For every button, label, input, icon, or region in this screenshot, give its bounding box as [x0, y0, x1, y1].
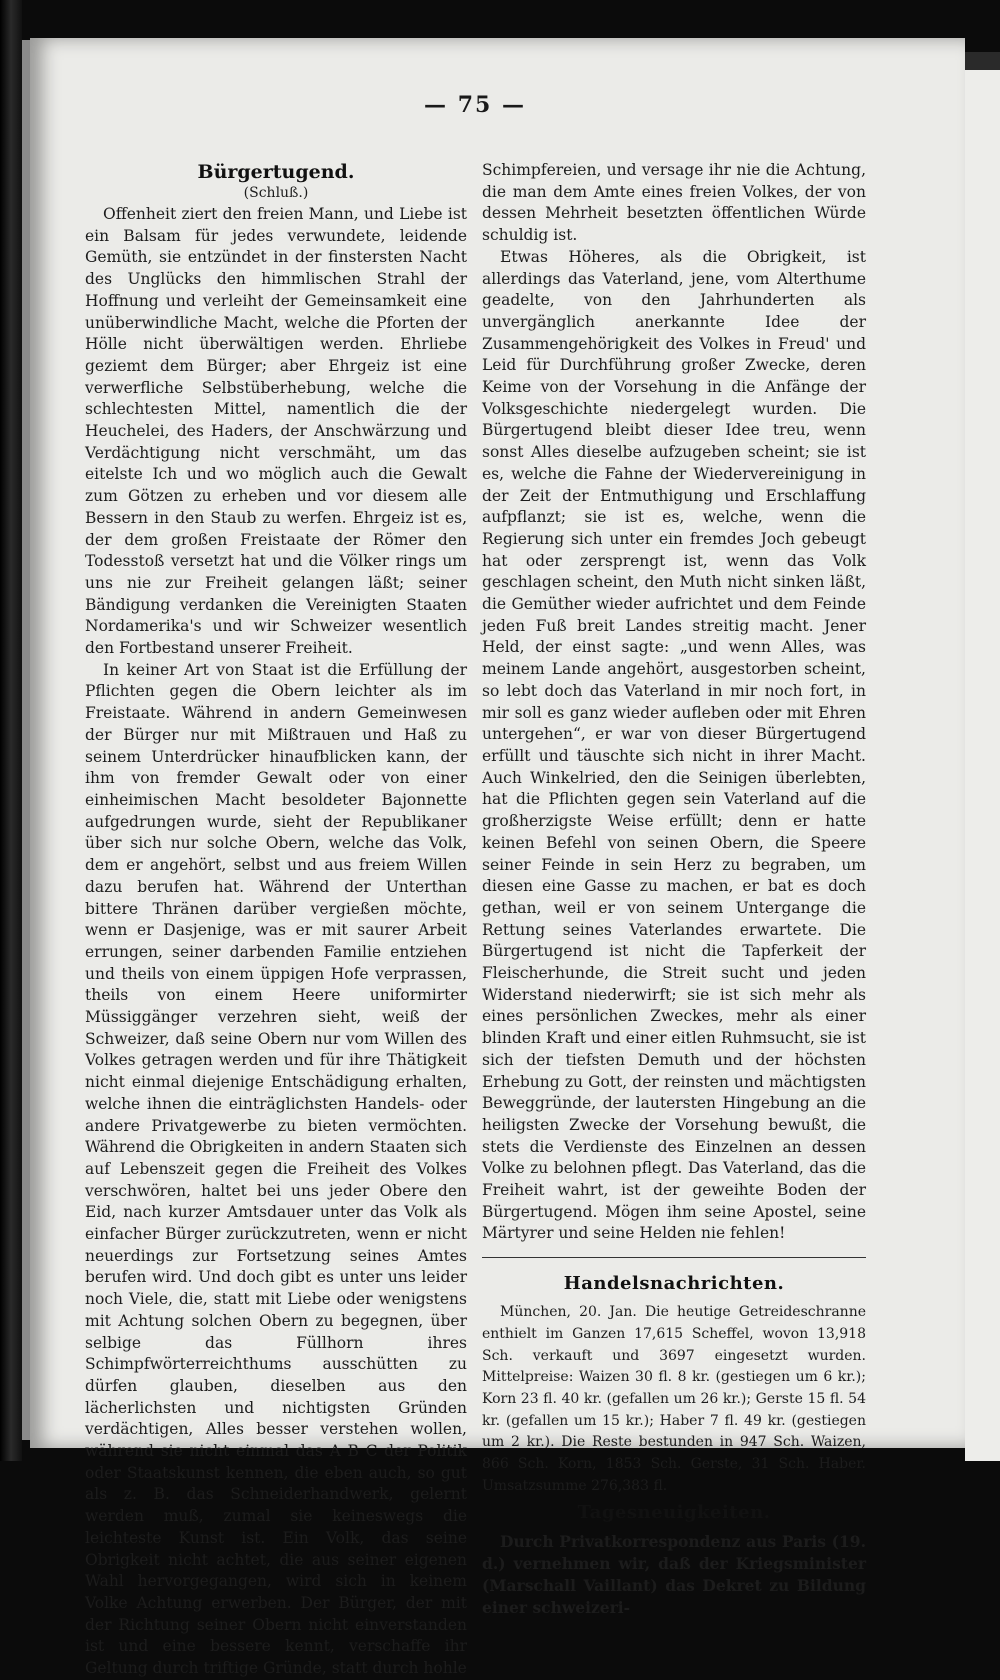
article-paragraph: Etwas Höheres, als die Obrigkeit, ist allerdings das Vaterland, jene, vom Alterthume geadelte, von den Jahrhunderten als unvergänglich anerkannte Idee der Zusammengehörigkeit des Volkes in Freud' und Leid für Durchführung großer Zwecke, deren Keime von der Vorsehung in die Anfänge der Volksgeschichte niedergelegt wurden. Die Bürgertugend bleibt dieser Idee treu, wenn sonst Alles dieselbe aufzugeben scheint; sie ist es, welche die Fahne der Wiedervereinigung in der Zeit der Entmuthigung und Erschlaffung aufpflanzt; sie ist es, welche, wenn die Regierung sich unter ein fremdes Joch gebeugt hat oder zersprengt ist, wenn das Volk geschlagen scheint, den Muth nicht sinken läßt, die Gemüther wieder aufrichtet und dem Feinde jeden Fuß breit Landes streitig macht. Jener Held, der einst sagte: „und wenn Alles, was meinem Lande angehört, ausgestorben scheint, so lebt doch das Vaterland in mir noch fort, in mir soll es ganz wieder aufleben oder mit Ehren untergehen“, er war von dieser Bürgertugend erfüllt und täuschte sich nicht in ihrer Macht. Auch Winkelried, den die Seinigen überlebten, hat die Pflichten gegen sein Vaterland auf die großherzigste Weise erfüllt; denn er hatte keinen Befehl von seinen Obern, die Speere seiner Feinde in sein Herz zu begraben, um diesen eine Gasse zu machen, er bat es doch gethan, weil er von seinem Untergange die Rettung seines Vaterlandes erwartete. Die Bürgertugend ist nicht die Tapferkeit der Fleischerhunde, die Streit sucht und jeden Widerstand niederwirft; sie ist sich mehr als eines persönlichen Zweckes, mehr als einer blinden Kraft und einer eitlen Ruhmsucht, sie ist sich der tiefsten Demuth und der höchsten Erhebung zu Gott, der reinsten und mächtigsten Beweggründe, der lautersten Hingebung an die heiligsten Zwecke der Vorsehung bewußt, die stets die Verdienste des Einzelnen an dessen Volke zu belohnen pflegt. Das Vaterland, das die Freiheit wahrt, ist der geweihte Boden der Bürgertugend. Mögen ihm seine Apostel, seine Märtyrer und seine Helden nie fehlen! — [482, 247, 866, 1243]
article-subtitle: (Schluß.) — [243, 185, 309, 201]
previous-page-edge — [22, 40, 30, 1440]
article-paragraph: Schimpfereien, und versage ihr nie die Achtung, die man dem Amte eines freien Volkes, der von dessen Mehrheit besetzten öffentlichen Würde schuldig ist. — [482, 161, 866, 245]
article-paragraph: In keiner Art von Staat ist die Erfüllung der Pflichten gegen die Obern leichter als im Freistaate. Während in andern Gemeinwesen der Bürger nur mit Mißtrauen und Haß zu seinem Unterdrücker hinaufblicken kann, der ihm von fremder Gewalt oder von einer einheimischen Macht besoldeter Bajonnette aufgedrungen wurde, sieht der Republikaner über sich nur solche Obern, welche das Volk, dem er angehört, selbst und aus freiem Willen dazu berufen hat. Während der Unterthan bittere Thränen darüber vergießen möchte, wenn er Dasjenige, was er mit saurer Arbeit errungen, seiner darbenden Familie entziehen und theils von einem üppigen Hofe verprassen, theils von einem Heere uniformirter Müssiggänger verzehren sieht, weiß der Schweizer, daß seine Obern nur vom Willen des Volkes getragen werden und für ihre Thätigkeit nicht einmal diejenige Entschädigung erhalten, welche ihnen die einträglichsten Handels- oder andere Privatgewerbe zu bieten vermöchten. Während die Obrigkeiten in andern Staaten sich auf Lebenszeit gegen die Freiheit des Volkes verschwören, haltet bei uns jeder Obere den Eid, nach kurzer Amtsdauer unter das Volk als einfacher Bürger zurückzutreten, wenn er nicht neuerdings zur Fortsetzung seines Amtes berufen wird. Und doch gibt es unter uns leider noch Viele, die, statt mit Liebe oder wenigstens mit Achtung solchen Obern zu begegnen, über selbige das Füllhorn ihres Schimpfwörterreichthums ausschütten zu dürfen glauben, dieselben aus den lächerlichsten und nichtigsten Gründen verdächtigen, Alles besser verstehen wollen, während sie nicht einmal das A B C der Politik oder Staatskunst kennen, die eben auch, so gut als z. B. das Schneiderhandwerk, gelernt werden muß, zumal sie keineswegs die leichteste Kunst ist. Ein Volk, das seine Obrigkeit nicht achtet, die aus seiner eigenen Wahl hervorgegangen, wird sich in keinem Volke Achtung erwerben. Der Bürger, der mit der Richtung seiner Obern nicht einverstanden ist und eine bessere kennt, verschaffe ihr Geltung durch triftige Gründe, statt durch hohle — [85, 660, 467, 1678]
trade-heading: Handelsnachrichten. — [563, 1273, 785, 1295]
article-title: Bürgertugend. — [197, 161, 355, 183]
book-binding — [0, 0, 22, 1461]
page-number: — 75 — — [424, 92, 526, 118]
news-heading: Tagesneuigkeiten. — [577, 1502, 771, 1524]
section-divider — [482, 1257, 866, 1258]
next-page-edge — [965, 70, 1000, 1461]
left-column — [85, 160, 467, 1680]
news-paragraph: Durch Privatkorrespondenz aus Paris (19. d.) vernehmen wir, daß der Kriegsminister (Marschall Vaillant) das Dekret zu Bildung einer schweizeri- — [482, 1532, 866, 1617]
right-column — [482, 160, 866, 1618]
trade-report: München, 20. Jan. Die heutige Getreideschranne enthielt im Ganzen 17,615 Scheffel, wovon 13,918 Sch. verkauft und 3697 eingesetzt wurden. Mittelpreise: Waizen 30 fl. 8 kr. (gestiegen um 6 kr.); Korn 23 fl. 40 kr. (gefallen um 26 kr.); Gerste 15 fl. 54 kr. (gefallen um 15 kr.); Haber 7 fl. 49 kr. (gestiegen um 2 kr.). Die Reste bestunden in 947 Sch. Waizen, 866 Sch. Korn, 1853 Sch. Gerste, 31 Sch. Haber. Umsatzsumme 276,383 fl. — [482, 1304, 866, 1494]
article-paragraph: Offenheit ziert den freien Mann, und Liebe ist ein Balsam für jedes verwundete, leidende Gemüth, sie entzündet in der finstersten Nacht des Unglücks den himmlischen Strahl der Hoffnung und verleiht der Gemeinsamkeit eine unüberwindliche Macht, welche die Pforten der Hölle nicht überwältigen werden. Ehrliebe geziemt dem Bürger; aber Ehrgeiz ist eine verwerfliche Selbstüberhebung, welche die schlechtesten Mittel, namentlich die der Heuchelei, des Haders, der Anschwärzung und Verdächtigung nicht verschmäht, um das eitelste Ich und wo möglich auch die Gewalt zum Götzen zu erheben und vor diesem alle Bessern in den Staub zu werfen. Ehrgeiz ist es, der dem großen Freistaate der Römer den Todesstoß versetzt hat und die Völker rings um uns nie zur Freiheit gelangen läßt; seiner Bändigung verdanken die Vereinigten Staaten Nordamerika's und wir Schweizer wesentlich den Fortbestand unserer Freiheit. — [85, 205, 467, 658]
